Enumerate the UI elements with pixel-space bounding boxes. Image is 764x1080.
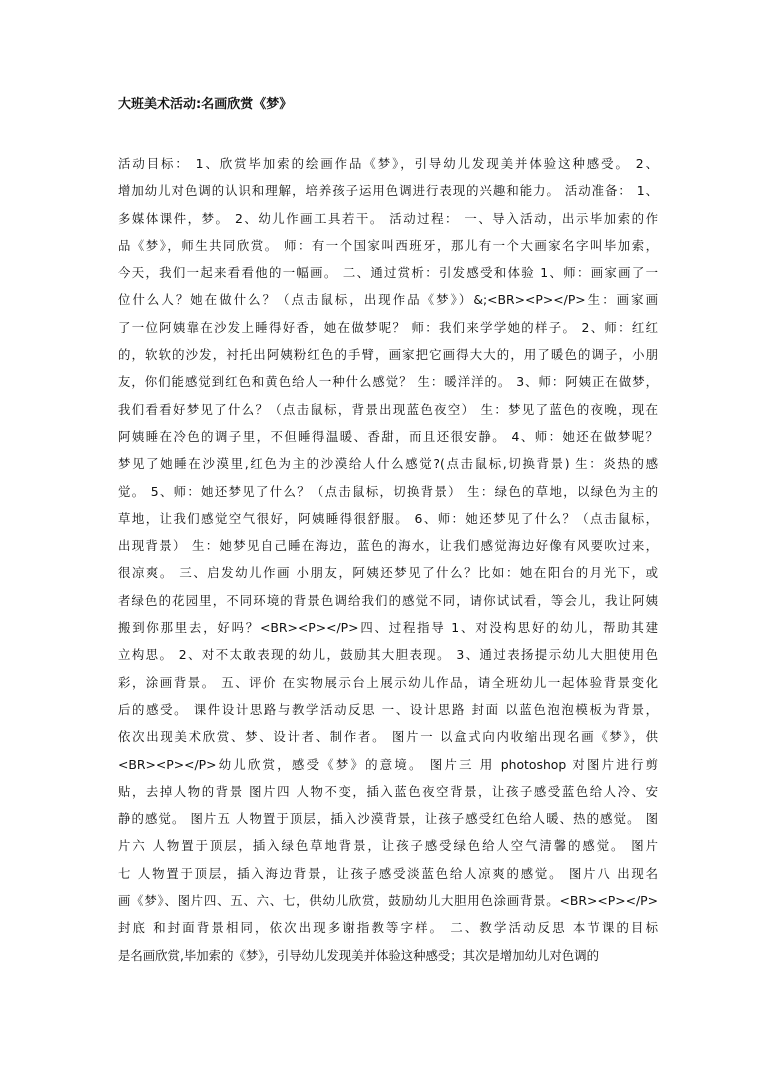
body-text-line: 依次出现美术欣赏、梦、设计者、制作者。 图片一 以盒式向内收缩出现名画《梦》，供 — [118, 729, 658, 745]
document-title: 大班美术活动:名画欣赏《梦》 — [118, 97, 293, 112]
body-text-line: 阿姨睡在冷色的调子里，不但睡得温暖、香甜，而且还很安静。 4、师：她还在做梦呢？ — [118, 428, 658, 444]
body-text-line: 是名画欣赏,毕加索的《梦》，引导幼儿发现美并体验这种感受；其次是增加幼儿对色调的 — [118, 947, 599, 963]
body-text-line: 封底 和封面背景相同，依次出现多谢指教等字样。 二、教学活动反思 本节课的目标 — [118, 920, 658, 936]
body-text-line: 者绿色的花园里，不同环境的背景色调给我们的感觉不同，请你试试看，等会儿，我让阿姨 — [118, 592, 658, 608]
body-text-line: 出现背景） 生：她梦见自己睡在海边，蓝色的海水，让我们感觉海边好像有风要吹过来， — [118, 538, 658, 554]
body-text-line: 画《梦》、图片四、五、六、七，供幼儿欣赏，鼓励幼儿大胆用色涂画背景。<BR><P></P> — [118, 893, 658, 909]
body-text-line: 贴，去掉人物的背景 图片四 人物不变，插入蓝色夜空背景，让孩子感受蓝色给人冷、安 — [118, 783, 658, 799]
body-text-line: 的，软软的沙发，衬托出阿姨粉红色的手臂，画家把它画得大大的，用了暖色的调子，小朋 — [118, 347, 658, 363]
body-text-line: 七 人物置于顶层，插入海边背景，让孩子感受淡蓝色给人凉爽的感觉。 图片八 出现名 — [118, 865, 658, 881]
body-text-line: 多媒体课件，梦。 2、幼儿作画工具若干。 活动过程： 一、导入活动，出示毕加索的作 — [118, 210, 658, 226]
body-text-line: 觉。 5、师：她还梦见了什么？（点击鼠标，切换背景） 生：绿色的草地，以绿色为主的 — [118, 483, 658, 499]
body-text-line: 活动目标： 1、欣赏毕加索的绘画作品《梦》，引导幼儿发现美并体验这种感受。 2、 — [118, 156, 658, 171]
body-text-line: 片六 人物置于顶层，插入绿色草地背景，让孩子感受绿色给人空气清馨的感觉。 图片 — [118, 838, 658, 854]
body-text-line: 静的感觉。 图片五 人物置于顶层，插入沙漠背景，让孩子感受红色给人暖、热的感觉。 图 — [118, 811, 658, 827]
body-text-line: 了一位阿姨靠在沙发上睡得好香，她在做梦呢？ 师：我们来学学她的样子。 2、师：红红 — [118, 319, 658, 335]
body-text-line: 后的感受。 课件设计思路与教学活动反思 一、设计思路 封面 以蓝色泡泡模板为背景， — [118, 701, 658, 717]
body-text-line: 立构思。 2、对不太敢表现的幼儿，鼓励其大胆表现。 3、通过表扬提示幼儿大胆使用色 — [118, 647, 658, 663]
body-text-line: <BR><P></P>幼儿欣赏，感受《梦》的意境。 图片三 用 photoshop 对图片进行剪 — [118, 756, 658, 772]
body-text-line: 搬到你那里去，好吗？<BR><P></P>四、过程指导 1、对没构思好的幼儿，帮助其建 — [118, 620, 658, 636]
body-text-line: 梦见了她睡在沙漠里,红色为主的沙漠给人什么感觉?(点击鼠标,切换背景) 生：炎热的感 — [118, 456, 658, 472]
body-text-line: 我们看看好梦见了什么？（点击鼠标，背景出现蓝色夜空） 生：梦见了蓝色的夜晚，现在 — [118, 401, 658, 417]
body-text-line: 增加幼儿对色调的认识和理解，培养孩子运用色调进行表现的兴趣和能力。 活动准备： 1、 — [118, 183, 658, 199]
body-text-line: 位什么人？她在做什么？（点击鼠标，出现作品《梦》）&;<BR><P></P>生：画家画 — [118, 292, 658, 308]
body-text-line: 品《梦》，师生共同欣赏。 师：有一个国家叫西班牙，那儿有一个大画家名字叫毕加索， — [118, 237, 658, 253]
document-body — [118, 150, 658, 969]
body-text-line: 友，你们能感觉到红色和黄色给人一种什么感觉？ 生：暖洋洋的。 3、师：阿姨正在做梦， — [118, 374, 658, 390]
body-text-line: 彩，涂画背景。 五、评价 在实物展示台上展示幼儿作品，请全班幼儿一起体验背景变化 — [118, 674, 658, 690]
body-text-line: 很凉爽。 三、启发幼儿作画 小朋友，阿姨还梦见了什么？比如：她在阳台的月光下，或 — [118, 565, 658, 581]
body-text-line: 今天，我们一起来看看他的一幅画。 二、通过赏析：引发感受和体验 1、师：画家画了一 — [118, 265, 658, 281]
body-text-line: 草地，让我们感觉空气很好，阿姨睡得很舒服。 6、师：她还梦见了什么？（点击鼠标， — [118, 510, 658, 526]
